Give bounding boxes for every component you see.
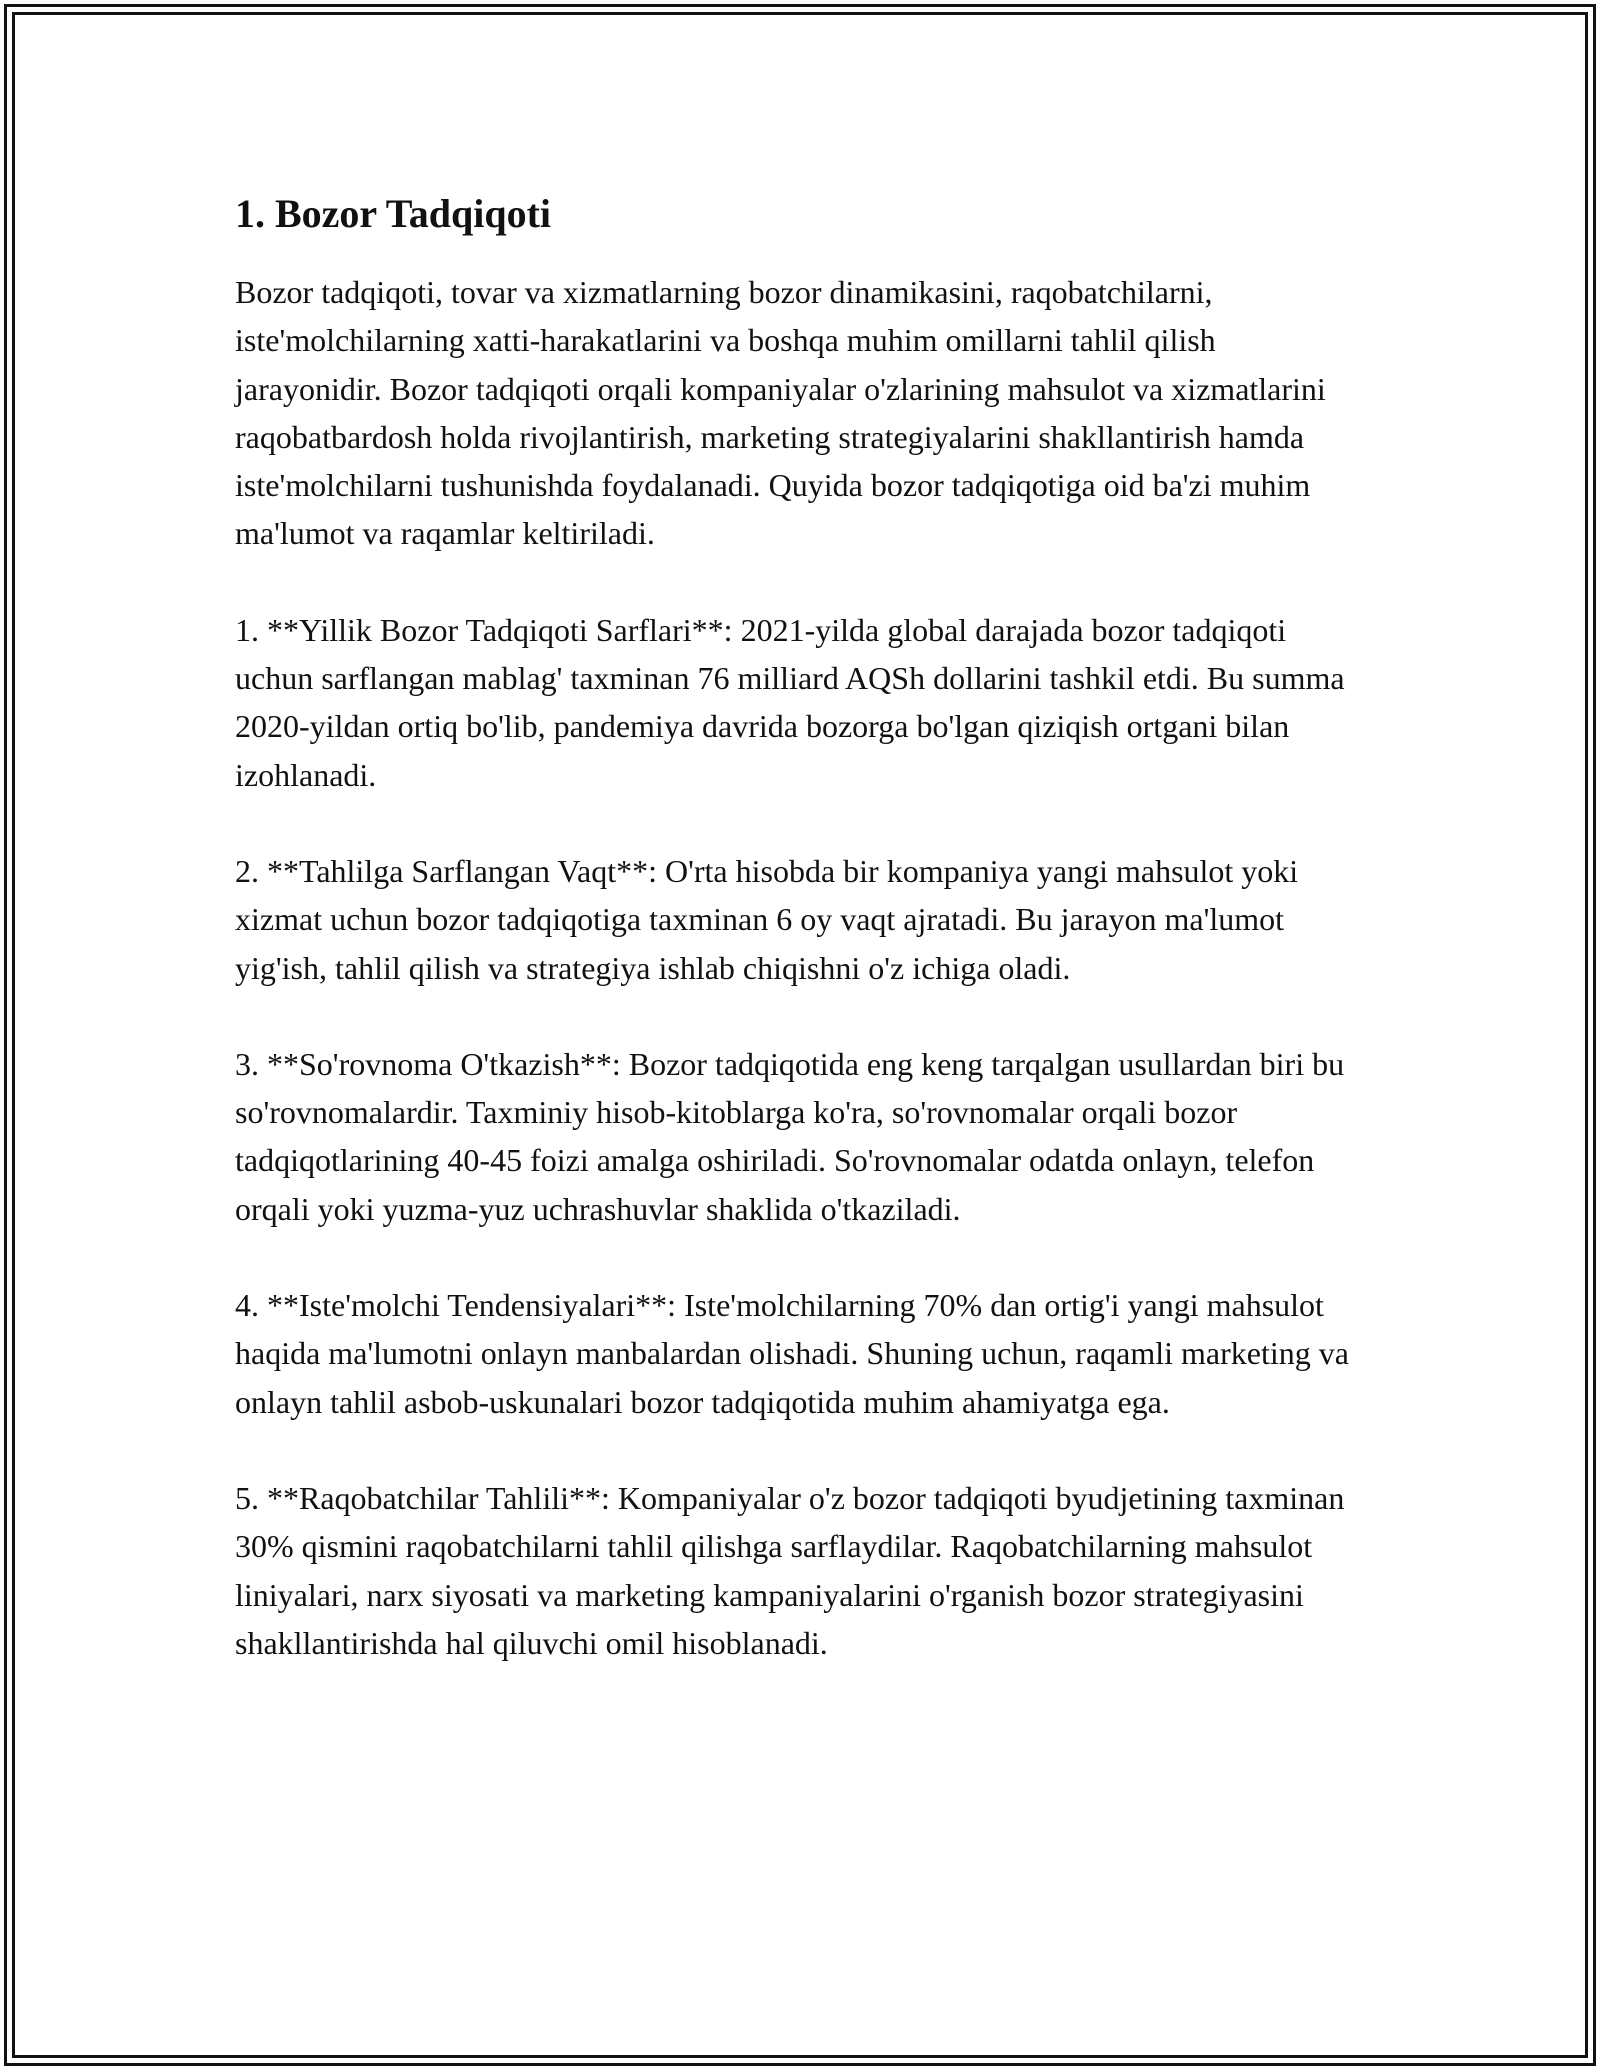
- list-item-consumer-trends: 4. **Iste'molchi Tendensiyalari**: Iste'molchilarning 70% dan ortig'i yangi mahsulot haqida ma'lumotni onlayn manbalardan olishadi. Shuning uchun, raqamli marketing va onlayn tahlil asbob-uskunalari bozor tadqiqotida muhim ahamiyatga ega.: [235, 1287, 1349, 1420]
- list-item-competitor-analysis: 5. **Raqobatchilar Tahlili**: Kompaniyalar o'z bozor tadqiqoti byudjetining taxminan 30% qismini raqobatchilarni tahlil qilishga sarflaydilar. Raqobatchilarning mahsulot liniyalari, narx siyosati va marketing kampaniyalarini o'rganish bozor strategiyasini shakllantirishda hal qiluvchi omil hisoblanadi.: [235, 1479, 1345, 1661]
- list-item-annual-spending: 1. **Yillik Bozor Tadqiqoti Sarflari**: 2021-yilda global darajada bozor tadqiqoti uchun sarflangan mablag' taxminan 76 milliard AQSh dollarini tashkil etdi. Bu summa 2020-yildan ortiq bo'lib, pandemiya davrida bozorga bo'lgan qiziqish ortgani bilan izohlanadi.: [235, 611, 1345, 793]
- document-body: [235, 190, 1370, 1715]
- list-item-analysis-time: 2. **Tahlilga Sarflangan Vaqt**: O'rta hisobda bir kompaniya yangi mahsulot yoki xizmat uchun bozor tadqiqotiga taxminan 6 oy vaqt ajratadi. Bu jarayon ma'lumot yig'ish, tahlil qilish va strategiya ishlab chiqishni o'z ichiga oladi.: [235, 852, 1299, 986]
- list-item-surveys: 3. **So'rovnoma O'tkazish**: Bozor tadqiqotida eng keng tarqalgan usullardan biri bu so'rovnomalardir. Taxminiy hisob-kitoblarga ko'ra, so'rovnomalar orqali bozor tadqiqotlarining 40-45 foizi amalga oshiriladi. So'rovnomalar odatda onlayn, telefon orqali yoki yuzma-yuz uchrashuvlar shaklida o'tkaziladi.: [235, 1045, 1345, 1227]
- section-title: 1. Bozor Tadqiqoti: [235, 191, 552, 236]
- intro-paragraph: Bozor tadqiqoti, tovar va xizmatlarning bozor dinamikasini, raqobatchilarni, iste'molchilarning xatti-harakatlarini va boshqa muhim omillarni tahlil qilish jarayonidir. Bozor tadqiqoti orqali kompaniyalar o'zlarining mahsulot va xizmatlarini raqobatbardosh holda rivojlantirish, marketing strategiyalarini shakllantirish hamda iste'molchilarni tushunishda foydalanadi. Quyida bozor tadqiqotiga oid ba'zi muhim ma'lumot va raqamlar keltiriladi.: [235, 274, 1326, 552]
